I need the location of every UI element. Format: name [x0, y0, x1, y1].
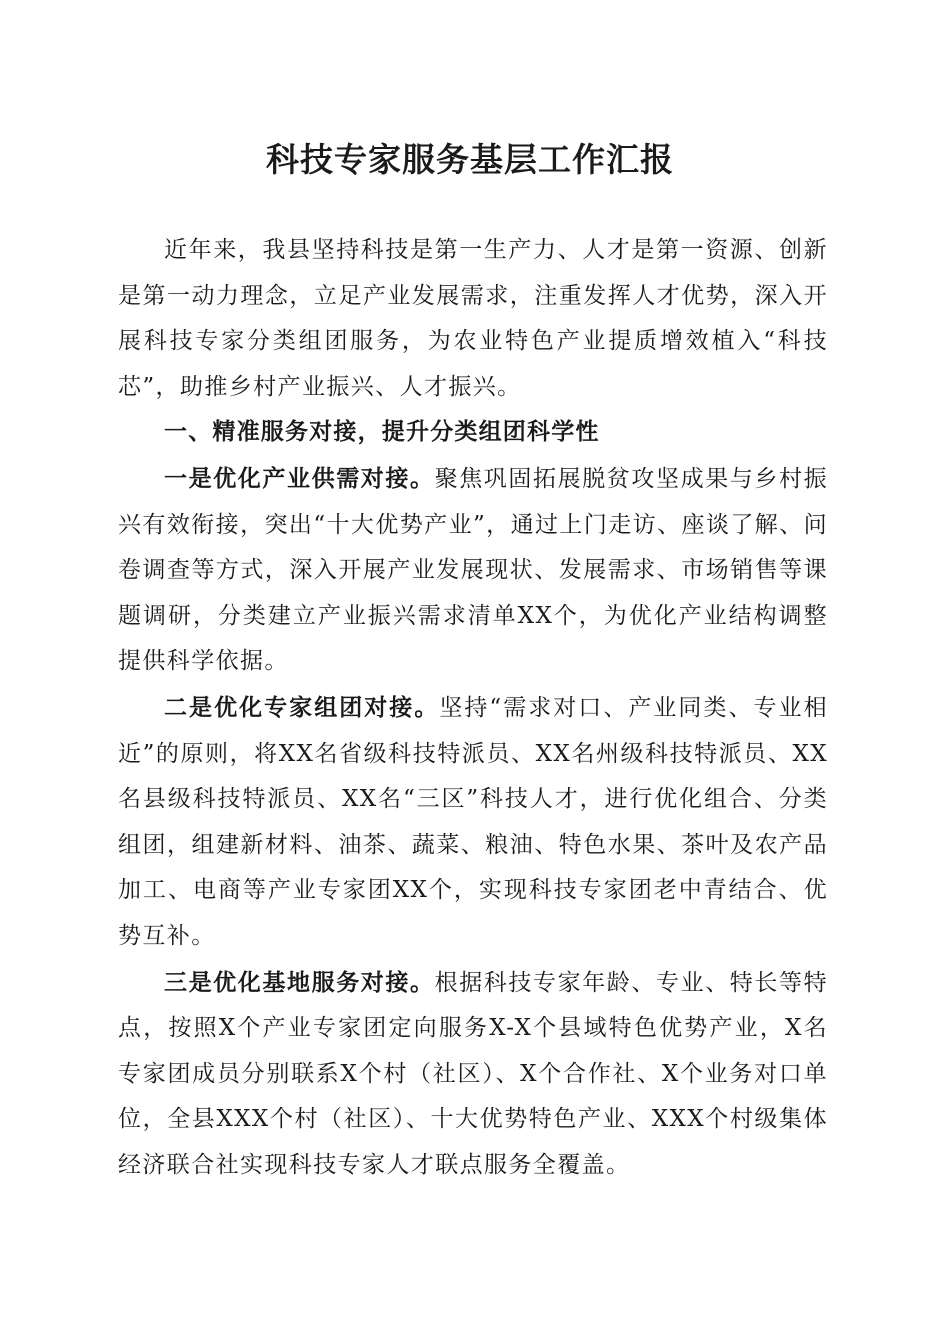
document-title: 科技专家服务基层工作汇报	[266, 140, 674, 179]
paragraph-text: 根据科技专家年龄、专业、特长等特点，按照X个产业专家团定向服务X-X个县域特色优势产业，X名专家团成员分别联系X个村（社区）、X个合作社、X个业务对口单位，全县XXX个村（社区）、十大优势特色产业、XXX个村级集体经济联合社实现科技专家人才联点服务全覆盖。	[118, 969, 829, 1178]
paragraph-text: 坚持“需求对口、产业同类、专业相近”的原则，将XX名省级科技特派员、XX名州级科技特派员、XX名县级科技特派员、XX名“三区”科技人才，进行优化组合、分类组团，组建新材料、油茶、蔬菜、粮油、特色水果、茶叶及农产品加工、电商等产业专家团XX个，实现科技专家团老中青结合、优势互补。	[118, 694, 828, 949]
intro-paragraph: 近年来，我县坚持科技是第一生产力、人才是第一资源、创新是第一动力理念，立足产业发展需求，注重发挥人才优势，深入开展科技专家分类组团服务，为农业特色产业提质增效植入“科技芯”，助推乡村产业振兴、人才振兴。	[118, 237, 828, 400]
paragraph-base-service	[118, 960, 828, 1189]
paragraph-lead: 三是优化基地服务对接。	[164, 968, 435, 996]
paragraph-text: 聚焦巩固拓展脱贫攻坚成果与乡村振兴有效衔接，突出“十大优势产业”，通过上门走访、座谈了解、问卷调查等方式，深入开展产业发展现状、发展需求、市场销售等课题调研，分类建立产业振兴需求清单XX个，为优化产业结构调整提供科学依据。	[118, 465, 829, 675]
paragraph-expert-groups	[118, 685, 828, 960]
document-body	[118, 228, 828, 1188]
paragraph-lead: 一是优化产业供需对接。	[164, 464, 435, 492]
paragraph-supply-demand	[118, 456, 828, 685]
paragraph-lead: 二是优化专家组团对接。	[164, 693, 440, 721]
section-heading: 一、精准服务对接，提升分类组团科学性	[164, 419, 600, 446]
